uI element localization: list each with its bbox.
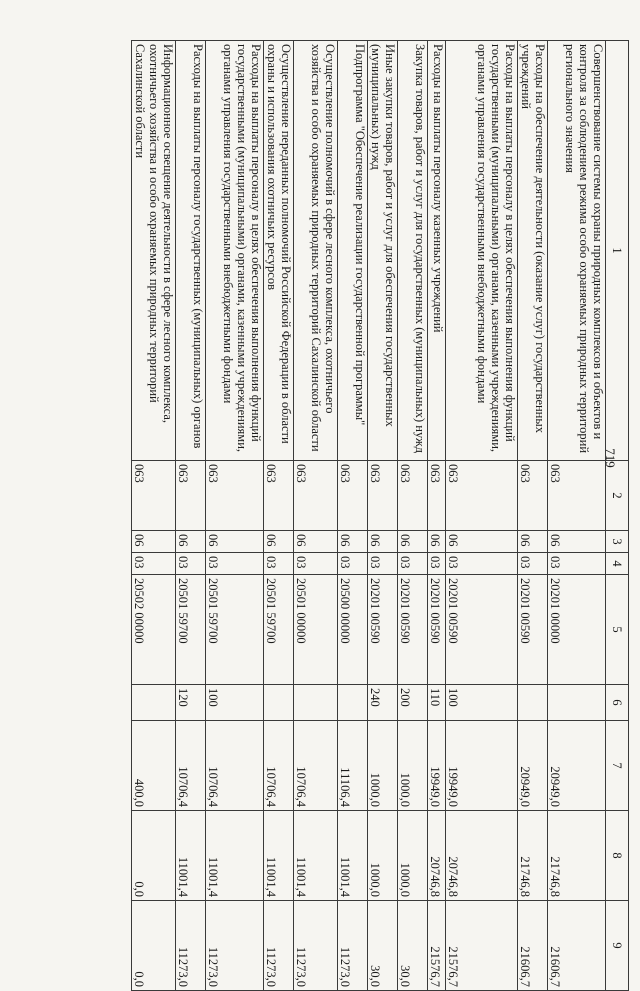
ministry-code: 063 bbox=[132, 461, 176, 531]
subsection-code: 03 bbox=[398, 553, 428, 575]
row-name: Информационное освещение деятельности в сфере лесного комплекса, охотничьего хозяйства и особо охраняемых природных территорий Сахалинской области bbox=[132, 41, 176, 461]
subsection-code: 03 bbox=[132, 553, 176, 575]
ministry-code: 063 bbox=[264, 461, 294, 531]
expense-type-code: 100 bbox=[206, 685, 264, 721]
table-row bbox=[548, 41, 606, 991]
section-code: 06 bbox=[294, 531, 338, 553]
amount-year-2: 1000,0 bbox=[398, 811, 428, 901]
section-code: 06 bbox=[176, 531, 206, 553]
ministry-code: 063 bbox=[446, 461, 518, 531]
amount-year-1: 10706,4 bbox=[264, 721, 294, 811]
amount-year-1: 10706,4 bbox=[176, 721, 206, 811]
section-code: 06 bbox=[428, 531, 446, 553]
amount-year-2: 21746,8 bbox=[518, 811, 548, 901]
amount-year-1: 19949,0 bbox=[446, 721, 518, 811]
amount-year-1: 10706,4 bbox=[294, 721, 338, 811]
amount-year-1: 1000,0 bbox=[368, 721, 398, 811]
column-header-5: 5 bbox=[606, 575, 629, 685]
ministry-code: 063 bbox=[206, 461, 264, 531]
target-article-code: 20201 00590 bbox=[446, 575, 518, 685]
table-row bbox=[176, 41, 206, 991]
target-article-code: 20500 00000 bbox=[338, 575, 368, 685]
target-article-code: 20201 00590 bbox=[518, 575, 548, 685]
subsection-code: 03 bbox=[368, 553, 398, 575]
subsection-code: 03 bbox=[294, 553, 338, 575]
header-row bbox=[606, 41, 629, 991]
row-name: Расходы на выплаты персоналу в целях обеспечения выполнения функций государственными (муниципальными) органами, казенными учреждениями, органами управления государственными внебюджетными фондами bbox=[446, 41, 518, 461]
amount-year-3: 30,0 bbox=[398, 901, 428, 991]
expense-type-code: 120 bbox=[176, 685, 206, 721]
subsection-code: 03 bbox=[518, 553, 548, 575]
subsection-code: 03 bbox=[176, 553, 206, 575]
table-row bbox=[206, 41, 264, 991]
ministry-code: 063 bbox=[294, 461, 338, 531]
target-article-code: 20501 59700 bbox=[206, 575, 264, 685]
amount-year-2: 21746,8 bbox=[548, 811, 606, 901]
section-code: 06 bbox=[264, 531, 294, 553]
row-name: Осуществление полномочий в сфере лесного комплекса, охотничьего хозяйства и особо охраняемых природных территорий Сахалинской области bbox=[294, 41, 338, 461]
amount-year-3: 11273,0 bbox=[294, 901, 338, 991]
budget-table bbox=[131, 40, 629, 991]
table-row bbox=[338, 41, 368, 991]
amount-year-2: 11001,4 bbox=[176, 811, 206, 901]
expense-type-code: 200 bbox=[398, 685, 428, 721]
table-row bbox=[518, 41, 548, 991]
ministry-code: 063 bbox=[398, 461, 428, 531]
subsection-code: 03 bbox=[206, 553, 264, 575]
expense-type-code: 240 bbox=[368, 685, 398, 721]
target-article-code: 20501 59700 bbox=[176, 575, 206, 685]
section-code: 06 bbox=[446, 531, 518, 553]
table-row bbox=[368, 41, 398, 991]
column-header-6: 6 bbox=[606, 685, 629, 721]
section-code: 06 bbox=[398, 531, 428, 553]
amount-year-2: 20746,8 bbox=[446, 811, 518, 901]
subsection-code: 03 bbox=[548, 553, 606, 575]
column-header-7: 7 bbox=[606, 721, 629, 811]
ministry-code: 063 bbox=[518, 461, 548, 531]
amount-year-1: 20949,0 bbox=[518, 721, 548, 811]
expense-type-code: 100 bbox=[446, 685, 518, 721]
expense-type-code bbox=[518, 685, 548, 721]
expense-type-code bbox=[548, 685, 606, 721]
target-article-code: 20201 00590 bbox=[368, 575, 398, 685]
table-row bbox=[264, 41, 294, 991]
target-article-code: 20502 00000 bbox=[132, 575, 176, 685]
amount-year-3: 30,0 bbox=[368, 901, 398, 991]
row-name: Расходы на выплаты персоналу государственных (муниципальных) органов bbox=[176, 41, 206, 461]
table-row bbox=[294, 41, 338, 991]
section-code: 06 bbox=[206, 531, 264, 553]
section-code: 06 bbox=[368, 531, 398, 553]
ministry-code: 063 bbox=[368, 461, 398, 531]
subsection-code: 03 bbox=[338, 553, 368, 575]
target-article-code: 20501 59700 bbox=[264, 575, 294, 685]
ministry-code: 063 bbox=[548, 461, 606, 531]
row-name: Расходы на обеспечение деятельности (оказание услуг) государственных учреждений bbox=[518, 41, 548, 461]
amount-year-1: 19949,0 bbox=[428, 721, 446, 811]
target-article-code: 20501 00000 bbox=[294, 575, 338, 685]
subsection-code: 03 bbox=[264, 553, 294, 575]
subsection-code: 03 bbox=[428, 553, 446, 575]
table-row bbox=[446, 41, 518, 991]
page-number: 719 bbox=[602, 448, 618, 468]
target-article-code: 20201 00590 bbox=[398, 575, 428, 685]
expense-type-code bbox=[264, 685, 294, 721]
amount-year-2: 0,0 bbox=[132, 811, 176, 901]
amount-year-3: 21606,7 bbox=[548, 901, 606, 991]
amount-year-2: 11001,4 bbox=[294, 811, 338, 901]
rotated-table-container bbox=[47, 40, 629, 987]
expense-type-code bbox=[294, 685, 338, 721]
expense-type-code bbox=[338, 685, 368, 721]
column-header-3: 3 bbox=[606, 531, 629, 553]
amount-year-3: 11273,0 bbox=[338, 901, 368, 991]
amount-year-1: 10706,4 bbox=[206, 721, 264, 811]
amount-year-2: 11001,4 bbox=[206, 811, 264, 901]
row-name: Расходы на выплаты персоналу казенных учреждений bbox=[428, 41, 446, 461]
column-header-9: 9 bbox=[606, 901, 629, 991]
row-name: Расходы на выплаты персоналу в целях обеспечения выполнения функций государственными (муниципальными) органами, казенными учреждениями, органами управления государственными внебюджетными фондами bbox=[206, 41, 264, 461]
column-header-2: 2 bbox=[606, 461, 629, 531]
ministry-code: 063 bbox=[338, 461, 368, 531]
column-header-1: 1 bbox=[606, 41, 629, 461]
amount-year-3: 21576,7 bbox=[446, 901, 518, 991]
table-row bbox=[428, 41, 446, 991]
section-code: 06 bbox=[338, 531, 368, 553]
amount-year-3: 21606,7 bbox=[518, 901, 548, 991]
amount-year-3: 11273,0 bbox=[176, 901, 206, 991]
ministry-code: 063 bbox=[176, 461, 206, 531]
amount-year-2: 11001,4 bbox=[264, 811, 294, 901]
amount-year-3: 11273,0 bbox=[264, 901, 294, 991]
column-header-8: 8 bbox=[606, 811, 629, 901]
amount-year-1: 1000,0 bbox=[398, 721, 428, 811]
column-header-4: 4 bbox=[606, 553, 629, 575]
table-body bbox=[132, 41, 606, 991]
amount-year-2: 20746,8 bbox=[428, 811, 446, 901]
ministry-code: 063 bbox=[428, 461, 446, 531]
row-name: Совершенствование системы охраны природных комплексов и объектов и контроля за соблюдением режима особо охраняемых природных территорий регионального значения bbox=[548, 41, 606, 461]
amount-year-3: 0,0 bbox=[132, 901, 176, 991]
amount-year-1: 11106,4 bbox=[338, 721, 368, 811]
table-row bbox=[132, 41, 176, 991]
amount-year-3: 21576,7 bbox=[428, 901, 446, 991]
section-code: 06 bbox=[548, 531, 606, 553]
amount-year-2: 1000,0 bbox=[368, 811, 398, 901]
row-name: Подпрограмма "Обеспечение реализации государственной программы" bbox=[338, 41, 368, 461]
subsection-code: 03 bbox=[446, 553, 518, 575]
section-code: 06 bbox=[518, 531, 548, 553]
row-name: Иные закупки товаров, работ и услуг для обеспечения государственных (муниципальных) нужд bbox=[368, 41, 398, 461]
amount-year-1: 400,0 bbox=[132, 721, 176, 811]
target-article-code: 20201 00000 bbox=[548, 575, 606, 685]
target-article-code: 20201 00590 bbox=[428, 575, 446, 685]
amount-year-3: 11273,0 bbox=[206, 901, 264, 991]
row-name: Закупка товаров, работ и услуг для государственных (муниципальных) нужд bbox=[398, 41, 428, 461]
amount-year-1: 20949,0 bbox=[548, 721, 606, 811]
expense-type-code bbox=[132, 685, 176, 721]
table-row bbox=[398, 41, 428, 991]
expense-type-code: 110 bbox=[428, 685, 446, 721]
section-code: 06 bbox=[132, 531, 176, 553]
amount-year-2: 11001,4 bbox=[338, 811, 368, 901]
row-name: Осуществление переданных полномочий Российской Федерации в области охраны и использования охотничьих ресурсов bbox=[264, 41, 294, 461]
